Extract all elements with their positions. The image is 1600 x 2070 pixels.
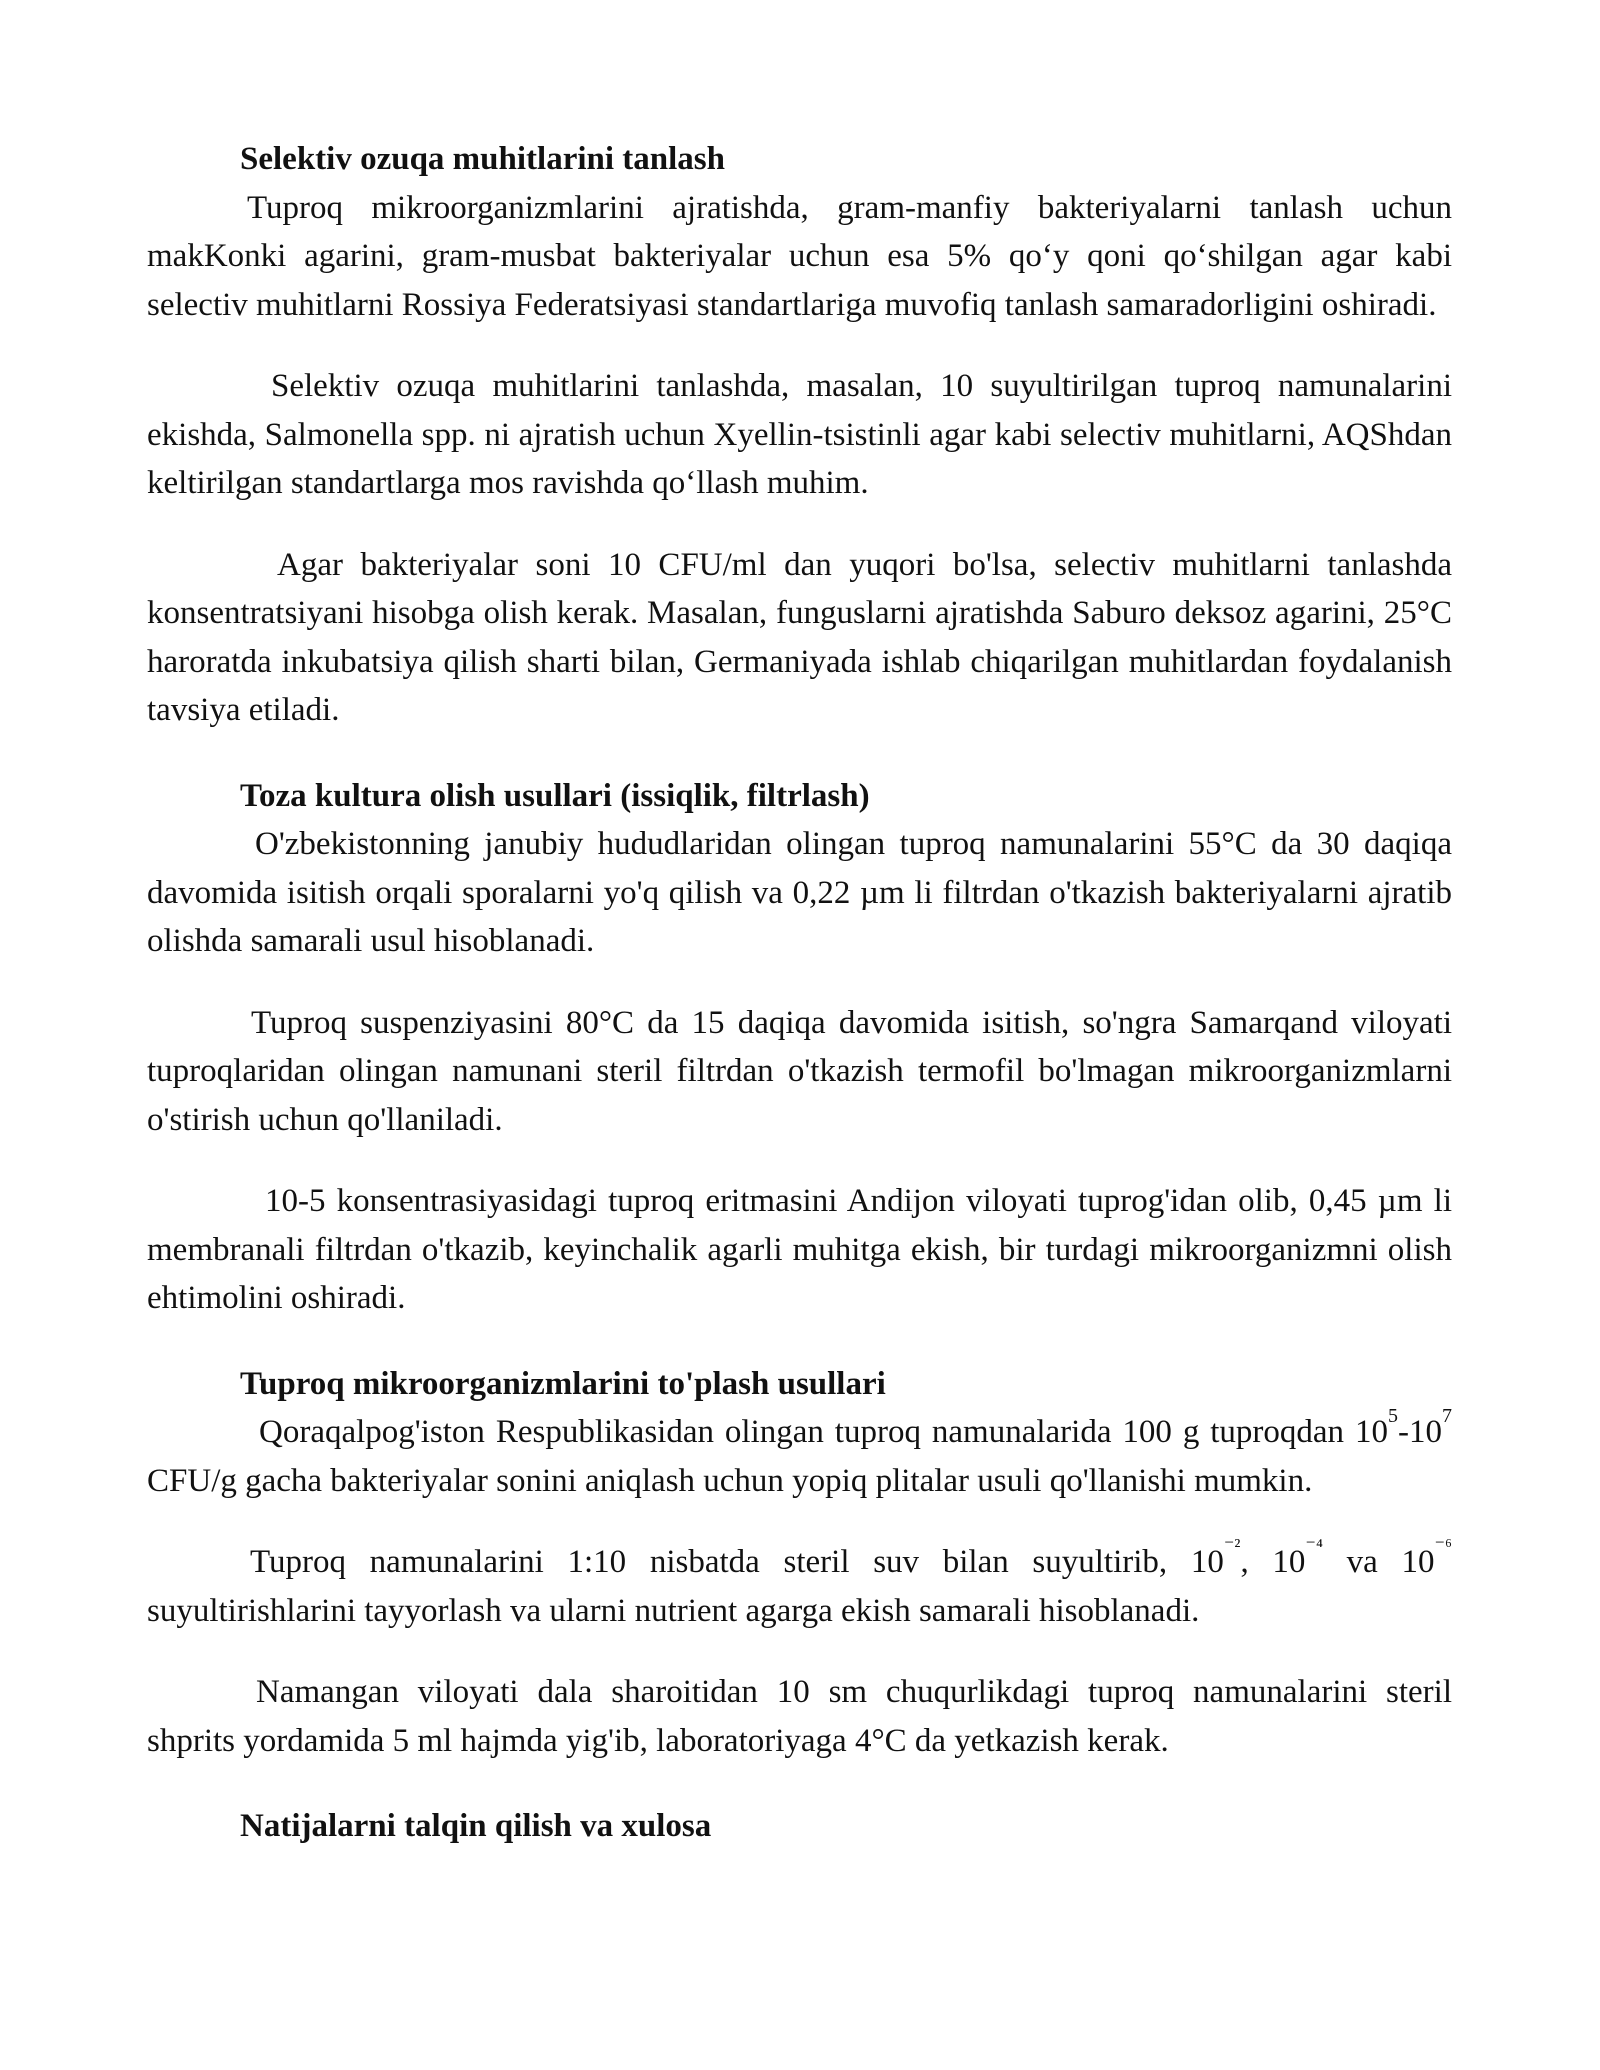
- section-heading-results: Natijalarni talqin qilish va xulosa: [240, 1808, 712, 1844]
- paragraph: Tuproq namunalarini 1:10 nisbatda steril suv bilan suyultirib, $10^{^{-2}}$, $10^{^{-4}}$ va $10^{^{-6}}$ suyultirishlarini tayyorlash va ularni nutrient agarga ekish samarali hisoblanadi.: [147, 1535, 1452, 1629]
- paragraph: Tuproq suspenziyasini 80°C da 15 daqiqa davomida isitish, so'ngra Samarqand viloyati tuproqlaridan olingan namunani steril filtrdan o'tkazish termofil bo'lmagan mikroorganizmlarni o'stirish uchun qo'llaniladi.: [147, 1004, 1452, 1138]
- section-heading-collection-methods: Tuproq mikroorganizmlarini to'plash usullari: [240, 1365, 886, 1402]
- document-body: [147, 135, 1452, 1851]
- paragraph: Namangan viloyati dala sharoitidan 10 sm chuqurlikdagi tuproq namunalarini steril shprits yordamida 5 ml hajmda yig'ib, laboratoriyaga 4°C da yetkazish kerak.: [147, 1674, 1452, 1759]
- paragraph: Agar bakteriyalar soni 10 CFU/ml dan yuqori bo'lsa, selectiv muhitlarni tanlashda konsentratsiyani hisobga olish kerak. Masalan, funguslarni ajratishda Saburo deksoz agarini, 25°C haroratda inkubatsiya qilish sharti bilan, Germaniyada ishlab chiqarilgan muhitlardan foydalanish tavsiya etiladi.: [147, 546, 1452, 728]
- section-heading-selective-media: Selektiv ozuqa muhitlarini tanlash: [240, 141, 725, 177]
- paragraph: Qoraqalpog'iston Respublikasidan olingan tuproq namunalarida 100 g tuproqdan $10^5-10^7$ CFU/g gacha bakteriyalar sonini aniqlash uchun yopiq plitalar usuli qo'llanishi mumkin.: [147, 1405, 1452, 1499]
- paragraph: Selektiv ozuqa muhitlarini tanlashda, masalan, 10 suyultirilgan tuproq namunalarini ekishda, Salmonella spp. ni ajratish uchun Xyellin-tsistinli agar kabi selectiv muhitlarni, AQShdan keltirilgan standartlarga mos ravishda qo‘llash muhim.: [147, 368, 1452, 501]
- paragraph: 10-5 konsentrasiyasidagi tuproq eritmasini Andijon viloyati tuprog'idan olib, 0,45 µm li membranali filtrdan o'tkazib, keyinchalik agarli muhitga ekish, bir turdagi mikroorganizmni olish ehtimolini oshiradi.: [147, 1183, 1452, 1316]
- paragraph: Tuproq mikroorganizmlarini ajratishda, gram-manfiy bakteriyalarni tanlash uchun makKonki agarini, gram-musbat bakteriyalar uchun esa 5% qo‘y qoni qo‘shilgan agar kabi selectiv muhitlarni Rossiya Federatsiyasi standartlariga muvofiq tanlash samaradorligini oshiradi.: [147, 189, 1452, 323]
- paragraph: O'zbekistonning janubiy hududlaridan olingan tuproq namunalarini 55°C da 30 daqiqa davomida isitish orqali sporalarni yo'q qilish va 0,22 µm li filtrdan o'tkazish bakteriyalarni ajratib olishda samarali usul hisoblanadi.: [147, 826, 1452, 959]
- section-heading-pure-culture: Toza kultura olish usullari (issiqlik, filtrlash): [240, 777, 870, 814]
